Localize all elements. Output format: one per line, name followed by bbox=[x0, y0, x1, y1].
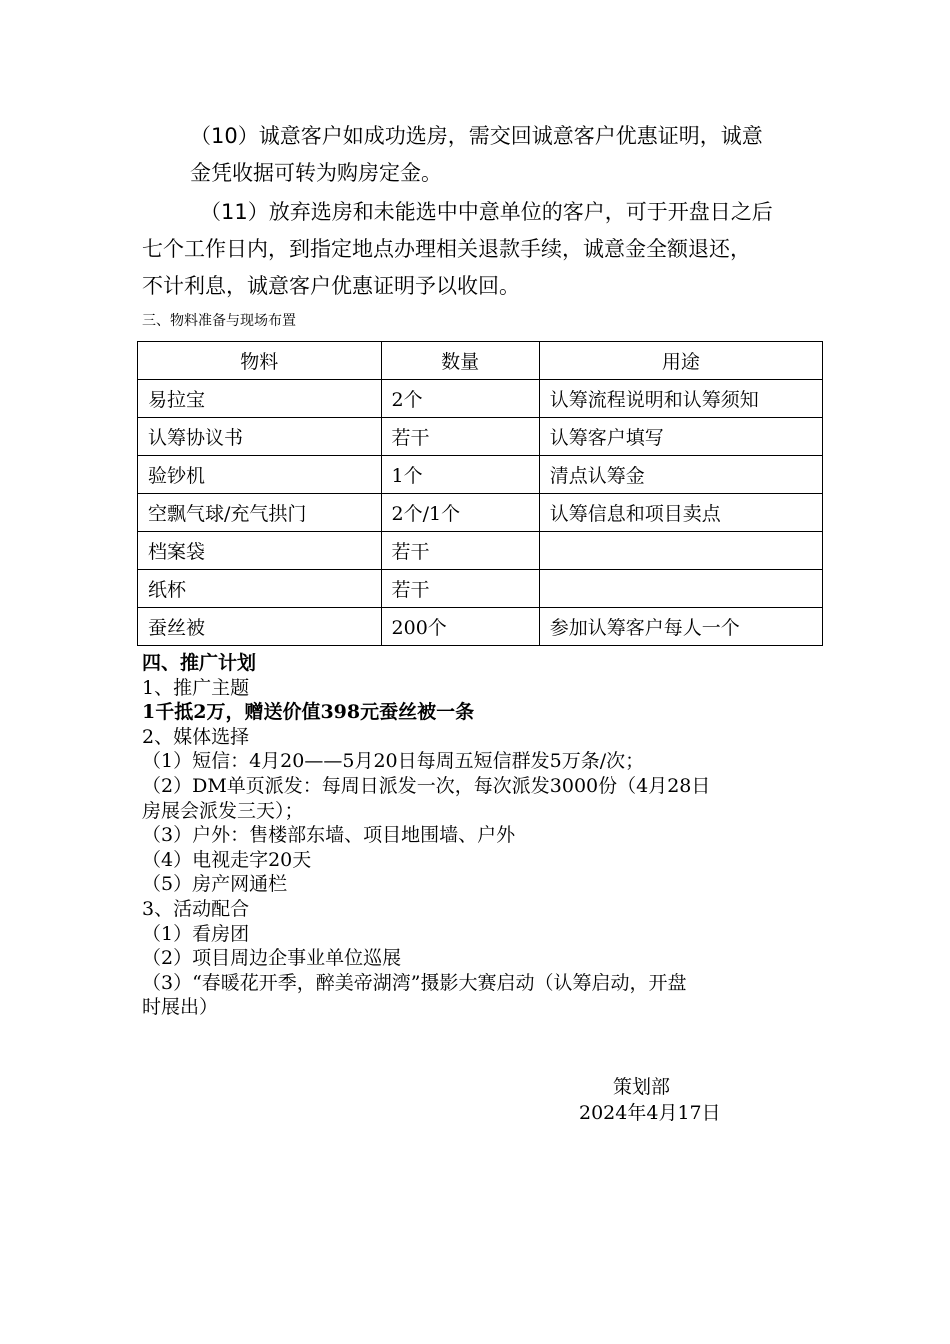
table-row bbox=[138, 418, 823, 456]
table-row bbox=[138, 570, 823, 608]
table-cell bbox=[539, 532, 822, 570]
table-cell: 验钞机 bbox=[138, 456, 382, 494]
table-cell: 2个/1个 bbox=[381, 494, 539, 532]
table-cell: 1个 bbox=[381, 456, 539, 494]
table-row bbox=[138, 494, 823, 532]
materials-table bbox=[137, 341, 823, 646]
table-row bbox=[138, 380, 823, 418]
promotion-theme-text: 1千抵2万，赠送价值398元蚕丝被一条 bbox=[142, 701, 475, 724]
subheading-media-selection: 2、媒体选择 bbox=[142, 725, 250, 748]
table-cell: 参加认筹客户每人一个 bbox=[539, 608, 822, 646]
paragraph-11-line-1: （11）放弃选房和未能选中中意单位的客户，可于开盘日之后 bbox=[200, 200, 773, 224]
media-item-continued: 房展会派发三天）； bbox=[142, 799, 304, 822]
activity-item: （3）“春暖花开季，醉美帝湖湾”摄影大赛启动（认筹启动，开盘 bbox=[142, 971, 687, 994]
table-cell: 若干 bbox=[381, 532, 539, 570]
table-cell: 清点认筹金 bbox=[539, 456, 822, 494]
table-cell: 认筹信息和项目卖点 bbox=[539, 494, 822, 532]
signature-department: 策划部 bbox=[613, 1076, 671, 1098]
section-4-title: 四、推广计划 bbox=[142, 652, 257, 674]
table-header-purpose: 用途 bbox=[539, 342, 822, 380]
table-cell: 2个 bbox=[381, 380, 539, 418]
table-row bbox=[138, 456, 823, 494]
table-cell: 认筹流程说明和认筹须知 bbox=[539, 380, 822, 418]
section-3-title: 三、物料准备与现场布置 bbox=[142, 313, 296, 329]
table-cell: 200个 bbox=[381, 608, 539, 646]
table-cell: 认筹客户填写 bbox=[539, 418, 822, 456]
subheading-promotion-theme: 1、推广主题 bbox=[142, 676, 250, 699]
table-cell: 若干 bbox=[381, 418, 539, 456]
table-row bbox=[138, 608, 823, 646]
table-cell: 纸杯 bbox=[138, 570, 382, 608]
paragraph-11-line-2: 七个工作日内，到指定地点办理相关退款手续，诚意金全额退还， bbox=[142, 237, 751, 261]
table-cell: 蚕丝被 bbox=[138, 608, 382, 646]
table-cell: 认筹协议书 bbox=[138, 418, 382, 456]
paragraph-10-line-2: 金凭收据可转为购房定金。 bbox=[190, 161, 442, 185]
table-cell bbox=[539, 570, 822, 608]
activity-item: （1）看房团 bbox=[142, 922, 250, 945]
section-4-block bbox=[142, 651, 710, 1020]
media-item: （3）户外：售楼部东墙、项目地围墙、户外 bbox=[142, 824, 516, 847]
activity-item: （2）项目周边企事业单位巡展 bbox=[142, 947, 402, 970]
table-cell: 若干 bbox=[381, 570, 539, 608]
table-cell: 空飘气球/充气拱门 bbox=[138, 494, 382, 532]
media-item: （4）电视走字20天 bbox=[142, 848, 312, 871]
table-cell: 档案袋 bbox=[138, 532, 382, 570]
table-header-row bbox=[138, 342, 823, 380]
paragraph-10-line-1: （10）诚意客户如成功选房，需交回诚意客户优惠证明，诚意 bbox=[190, 124, 763, 148]
signature-date: 2024年4月17日 bbox=[579, 1102, 721, 1124]
activity-item-continued: 时展出） bbox=[142, 996, 219, 1019]
subheading-activities: 3、活动配合 bbox=[142, 897, 250, 920]
table-header-material: 物料 bbox=[138, 342, 382, 380]
media-item: （2）DM单页派发：每周日派发一次，每次派发3000份（4月28日 bbox=[142, 774, 711, 797]
table-row bbox=[138, 532, 823, 570]
table-header-quantity: 数量 bbox=[381, 342, 539, 380]
media-item: （1）短信：4月20——5月20日每周五短信群发5万条/次； bbox=[142, 750, 645, 773]
media-item: （5）房产网通栏 bbox=[142, 873, 288, 896]
paragraph-11-line-3: 不计利息，诚意客户优惠证明予以收回。 bbox=[142, 274, 520, 298]
table-cell: 易拉宝 bbox=[138, 380, 382, 418]
